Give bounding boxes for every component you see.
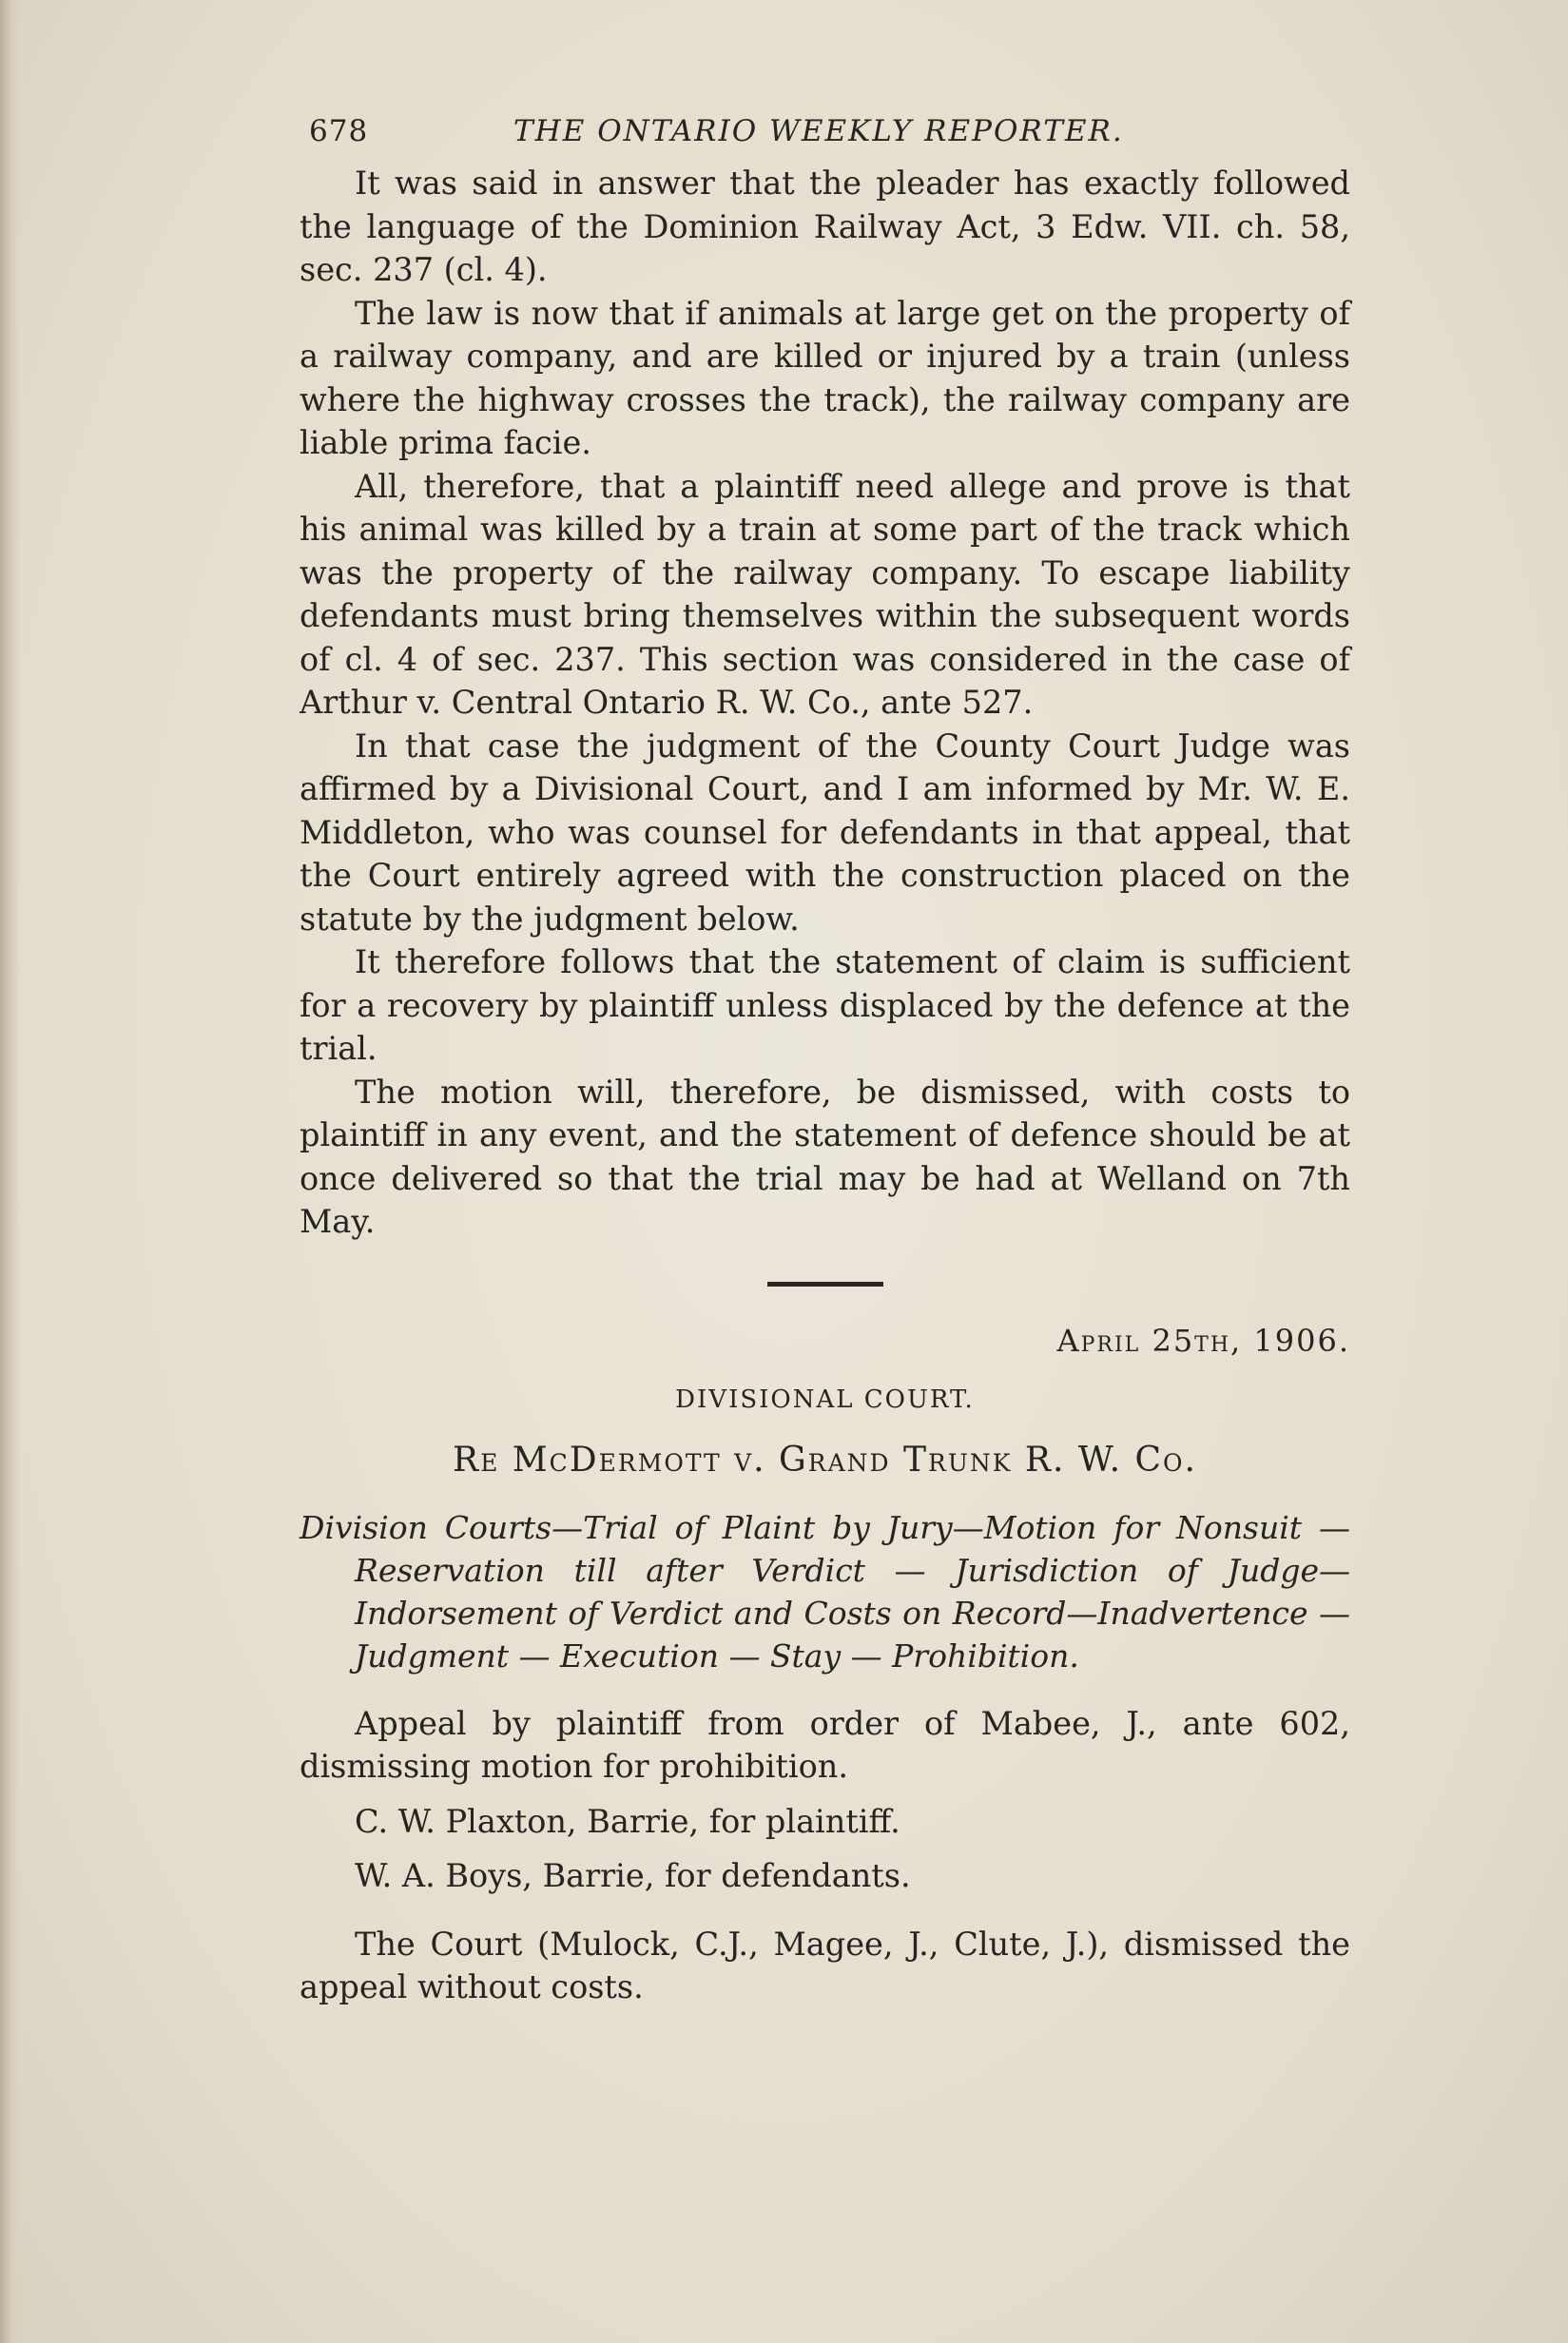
journal-title: THE ONTARIO WEEKLY REPORTER.: [513, 114, 1124, 148]
section-divider-rule: [767, 1282, 883, 1287]
case-date: April 25th, 1906.: [1056, 1322, 1350, 1359]
paragraph-sufficient-claim: It therefore follows that the statement of claim is sufficient for a recovery by plaintiff unless displaced by the defence at the trial.: [300, 943, 1350, 1067]
page-number: 678: [309, 114, 369, 148]
paragraph-pleader-answer: It was said in answer that the pleader has exactly followed the language of the Dominion Railway Act, 3 Edw. VII. ch. 58, sec. 237 (cl. 4).: [300, 165, 1350, 288]
paragraph-motion-dismissed: The motion will, therefore, be dismissed, with costs to plaintiff in any event, and the statement of defence should be at once delivered so that the trial may be had at Welland on 7th May.: [300, 1073, 1350, 1240]
counsel-plaintiff: C. W. Plaxton, Barrie, for plaintiff.: [355, 1802, 900, 1840]
judgment-text: [300, 162, 1350, 1244]
paragraph-law-statement: The law is now that if animals at large get on the property of a railway company, and are killed or injured by a train (unless where the highway crosses the track), the railway company are liable prima facie.: [300, 294, 1350, 461]
case-headnote: Division Courts—Trial of Plaint by Jury—Motion for Nonsuit — Reservation till after Verdict — Jurisdiction of Judge—Indorsement of Verdict and Costs on Record—Inadvertence — Judgment — Execution — Stay — Prohibition.: [300, 1508, 1350, 1675]
paragraph-plaintiff-proof: All, therefore, that a plaintiff need allege and prove is that his animal was killed by a train at some part of the track which was the property of the railway company. To escape liability defendants must bring themselves within the subsequent words of cl. 4 of sec. 237. This section was considered in the case of Arthur v. Central Ontario R. W. Co., ante 527.: [300, 467, 1350, 721]
page-content: [300, 105, 1350, 2021]
court-name: DIVISIONAL COURT.: [675, 1384, 975, 1414]
binding-edge: [0, 0, 21, 2343]
case-proceedings: [300, 1702, 1350, 2009]
counsel-defendants: W. A. Boys, Barrie, for defendants.: [355, 1857, 911, 1894]
court-judgment: The Court (Mulock, C.J., Magee, J., Clute, J.), dismissed the appeal without costs.: [300, 1925, 1350, 2005]
appeal-statement: Appeal by plaintiff from order of Mabee, J., ante 602, dismissing motion for prohibition.: [300, 1704, 1350, 1785]
case-title: Re McDermott v. Grand Trunk R. W. Co.: [453, 1440, 1197, 1480]
paragraph-county-court-case: In that case the judgment of the County Court Judge was affirmed by a Divisional Court, and I am informed by Mr. W. E. Middleton, who was counsel for defendants in that appeal, that the Court entirely agreed with the construction placed on the statute by the judgment below.: [300, 726, 1350, 938]
running-head: [300, 105, 1350, 162]
